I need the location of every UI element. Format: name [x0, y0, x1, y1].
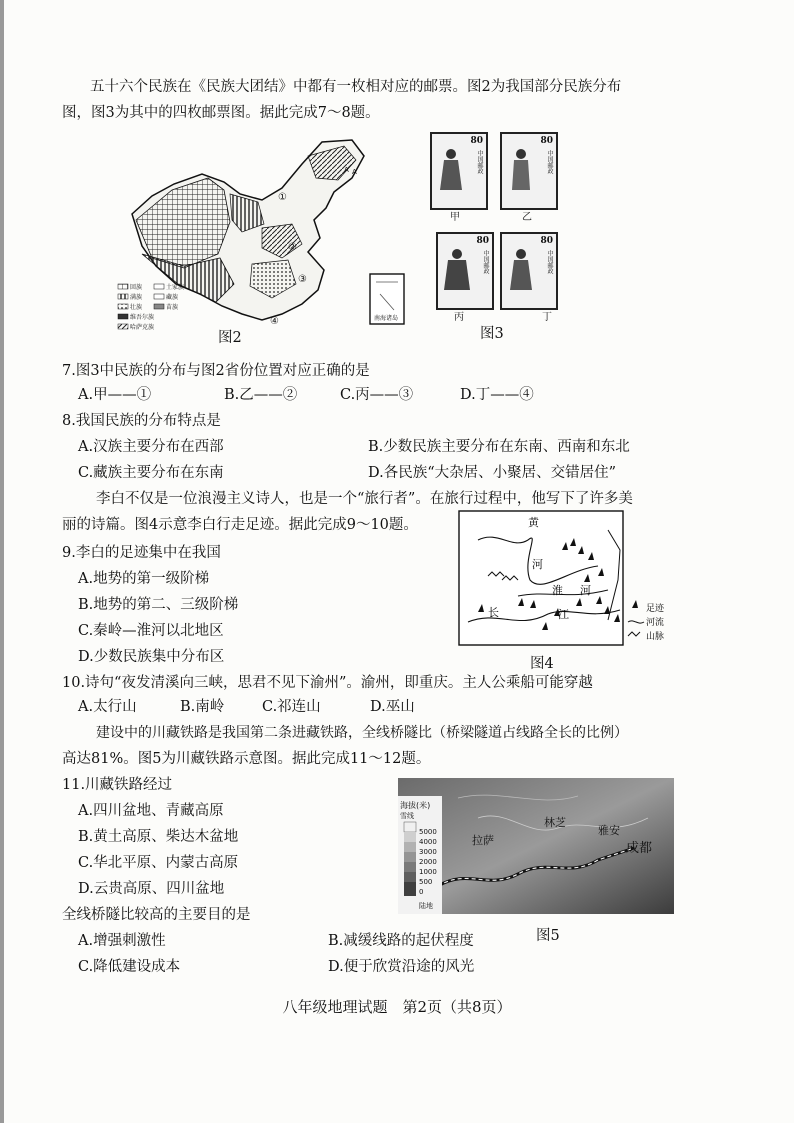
q9-option-a: A.地势的第一级阶梯 [78, 571, 210, 587]
svg-text:足迹: 足迹 [646, 604, 665, 614]
svg-text:河: 河 [532, 558, 543, 571]
svg-text:陆地: 陆地 [419, 902, 433, 910]
q11-option-d: D.云贵高原、四川盆地 [78, 881, 225, 897]
intro3-line2: 高达81%。图5为川藏铁路示意图。据此完成11～12题。 [62, 751, 431, 767]
q12-option-b: B.减缓线路的起伏程度 [328, 933, 474, 949]
q8-option-c: C.藏族主要分布在东南 [78, 465, 224, 481]
q9-stem: 9.李白的足迹集中在我国 [62, 545, 221, 561]
svg-text:A: A [352, 168, 357, 176]
svg-text:维吾尔族: 维吾尔族 [130, 314, 155, 321]
svg-text:淮: 淮 [552, 584, 563, 597]
figure-5-map [398, 778, 674, 914]
q12-option-d: D.便于欣赏沿途的风光 [328, 959, 475, 975]
q12-option-a: A.增强刺激性 [78, 933, 166, 949]
stamp-yi: 80 中国邮政 [500, 132, 558, 210]
figure-5-caption: 图5 [536, 928, 560, 944]
svg-text:江: 江 [558, 608, 569, 621]
q10-option-b: B.南岭 [180, 699, 225, 715]
svg-text:苗族: 苗族 [166, 304, 179, 311]
marker-4: ④ [270, 316, 279, 327]
stamp-ding: 80 中国邮政 [500, 232, 558, 310]
q8-stem: 8.我国民族的分布特点是 [62, 413, 221, 429]
q7-option-b: B.乙——② [224, 387, 298, 403]
intro1-line1: 五十六个民族在《民族大团结》中都有一枚相对应的邮票。图2为我国部分民族分布 [90, 79, 622, 95]
svg-text:河流: 河流 [646, 618, 665, 628]
q9-option-d: D.少数民族集中分布区 [78, 649, 225, 665]
intro2-line2: 丽的诗篇。图4示意李白行走足迹。据此完成9～10题。 [62, 517, 418, 533]
q11-option-a: A.四川盆地、青藏高原 [78, 803, 224, 819]
svg-text:海拔(米): 海拔(米) [400, 801, 431, 810]
q7-option-d: D.丁——④ [460, 387, 534, 403]
svg-text:1000: 1000 [419, 868, 437, 876]
q9-option-b: B.地势的第二、三级阶梯 [78, 597, 239, 613]
svg-text:A: A [344, 166, 349, 174]
figure-3-caption: 图3 [480, 326, 504, 342]
intro1-line2: 图，图3为其中的四枚邮票图。据此完成7～8题。 [62, 105, 380, 121]
svg-text:林芝: 林芝 [544, 816, 566, 829]
svg-text:0: 0 [419, 888, 424, 896]
svg-text:哈萨克族: 哈萨克族 [130, 324, 155, 331]
marker-2: ② [288, 242, 297, 253]
svg-text:南海诸岛: 南海诸岛 [374, 315, 399, 322]
q7-option-c: C.丙——③ [340, 387, 414, 403]
stamp-bing: 80 中国邮政 [436, 232, 494, 310]
stamp-tag-ding: 丁 [542, 312, 552, 323]
q8-option-d: D.各民族“大杂居、小聚居、交错居住” [368, 465, 617, 481]
q10-option-c: C.祁连山 [262, 699, 321, 715]
svg-text:土家族: 土家族 [166, 284, 185, 291]
q8-option-a: A.汉族主要分布在西部 [78, 439, 224, 455]
svg-text:拉萨: 拉萨 [472, 834, 494, 847]
svg-text:雪线: 雪线 [400, 812, 414, 820]
q10-stem: 10.诗句“夜发清溪向三峡，思君不见下渝州”。渝州，即重庆。主人公乘船可能穿越 [62, 675, 593, 691]
figure-2-map [112, 134, 412, 344]
svg-text:4000: 4000 [419, 838, 437, 846]
svg-text:成都: 成都 [626, 841, 653, 856]
scan-edge [0, 0, 4, 1123]
q8-option-b: B.少数民族主要分布在东南、西南和东北 [368, 439, 630, 455]
page-footer: 八年级地理试题 第2页（共8页） [282, 998, 512, 1016]
svg-text:山脉: 山脉 [646, 632, 665, 642]
svg-text:雅安: 雅安 [598, 824, 620, 837]
q9-option-c: C.秦岭—淮河以北地区 [78, 623, 224, 639]
q12-option-c: C.降低建设成本 [78, 959, 181, 975]
svg-text:长: 长 [488, 606, 499, 619]
q7-stem: 7.图3中民族的分布与图2省份位置对应正确的是 [62, 363, 370, 379]
intro2-line1: 李白不仅是一位浪漫主义诗人，也是一个“旅行者”。在旅行过程中，他写下了许多美 [96, 491, 633, 507]
q10-option-d: D.巫山 [370, 699, 415, 715]
figure-3-stamps [426, 132, 566, 323]
marker-1: ① [278, 192, 287, 203]
q10-option-a: A.太行山 [78, 699, 137, 715]
stamp-tag-jia: 甲 [450, 212, 460, 223]
q7-option-a: A.甲——① [78, 387, 152, 403]
stamp-tag-bing: 丙 [454, 312, 464, 323]
svg-text:黄: 黄 [528, 516, 539, 529]
svg-text:回族: 回族 [130, 284, 143, 291]
svg-text:5000: 5000 [419, 828, 437, 836]
marker-3: ③ [298, 274, 307, 285]
q12-stem: 全线桥隧比较高的主要目的是 [62, 907, 251, 923]
svg-text:藏族: 藏族 [166, 294, 179, 301]
q11-stem: 11.川藏铁路经过 [62, 777, 173, 793]
stamp-jia: 80 中国邮政 [430, 132, 488, 210]
svg-text:3000: 3000 [419, 848, 437, 856]
svg-text:2000: 2000 [419, 858, 437, 866]
svg-text:满族: 满族 [130, 294, 143, 301]
intro3-line1: 建设中的川藏铁路是我国第二条进藏铁路，全线桥隧比（桥梁隧道占线路全长的比例） [96, 725, 628, 741]
figure-4-caption: 图4 [530, 656, 554, 672]
figure-2-caption: 图2 [218, 330, 242, 346]
q11-option-b: B.黄土高原、柴达木盆地 [78, 829, 239, 845]
svg-text:壮族: 壮族 [130, 304, 143, 311]
stamp-tag-yi: 乙 [522, 212, 532, 223]
q11-option-c: C.华北平原、内蒙古高原 [78, 855, 239, 871]
svg-text:500: 500 [419, 878, 433, 886]
svg-text:河: 河 [580, 584, 591, 597]
figure-4-map [458, 510, 676, 646]
